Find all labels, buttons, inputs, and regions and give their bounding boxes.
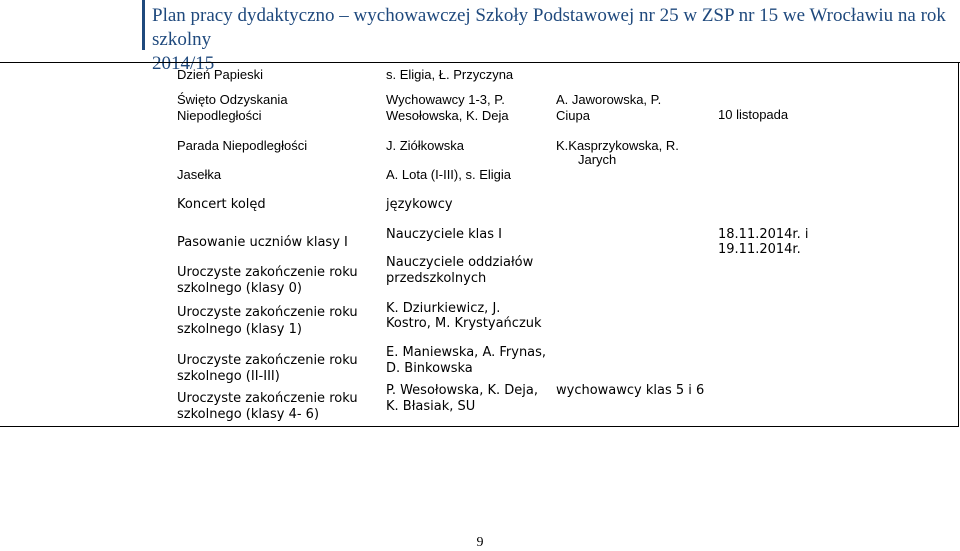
date-cell: 10 listopada xyxy=(718,107,789,122)
event-cell: Uroczyste zakończenie roku xyxy=(177,391,358,406)
responsible-cell: s. Eligia, Ł. Przyczyna xyxy=(386,67,514,82)
responsible-cell: K. Błasiak, SU xyxy=(386,399,476,414)
responsible-cell: A. Lota (I-III), s. Eligia xyxy=(386,167,511,182)
responsible-cell: językowcy xyxy=(386,197,453,212)
coordinator-cell: Ciupa xyxy=(556,108,590,123)
responsible-cell: Nauczyciele klas I xyxy=(386,227,502,242)
event-cell: Koncert kolęd xyxy=(177,197,266,212)
responsible-cell: Kostro, M. Krystyańczuk xyxy=(386,316,542,331)
event-cell: Jasełka xyxy=(177,167,222,182)
event-cell: Niepodległości xyxy=(177,108,262,123)
date-cell: 19.11.2014r. xyxy=(718,242,801,257)
coordinator-cell: Jarych xyxy=(578,152,617,167)
responsible-cell: Wychowawcy 1-3, P. xyxy=(386,92,505,107)
responsible-cell: przedszkolnych xyxy=(386,271,487,286)
event-cell: szkolnego (II-III) xyxy=(177,369,280,384)
document-title-line-1: Plan pracy dydaktyczno – wychowawczej Szkoły Podstawowej nr 25 w ZSP nr 15 we Wrocławiu na rok szkolny xyxy=(152,5,946,50)
event-cell: Uroczyste zakończenie roku xyxy=(177,353,358,368)
event-cell: szkolnego (klasy 4- 6) xyxy=(177,407,320,422)
document-title-line-2: 2014/15 xyxy=(152,53,215,74)
event-cell: szkolnego (klasy 0) xyxy=(177,281,302,296)
responsible-cell: P. Wesołowska, K. Deja, xyxy=(386,383,538,398)
responsible-cell: D. Binkowska xyxy=(386,361,473,376)
date-cell: 18.11.2014r. i xyxy=(718,227,809,242)
coordinator-cell: wychowawcy klas 5 i 6 xyxy=(556,383,705,398)
event-cell: szkolnego (klasy 1) xyxy=(177,322,302,337)
responsible-cell: Nauczyciele oddziałów xyxy=(386,255,534,270)
page-number: 9 xyxy=(476,535,484,550)
coordinator-cell: K.Kasprzykowska, R. xyxy=(556,138,679,153)
coordinator-cell: A. Jaworowska, P. xyxy=(556,92,662,107)
responsible-cell: J. Ziółkowska xyxy=(386,138,465,153)
event-cell: Uroczyste zakończenie roku xyxy=(177,305,358,320)
responsible-cell: K. Dziurkiewicz, J. xyxy=(386,301,501,316)
responsible-cell: E. Maniewska, A. Frynas, xyxy=(386,345,547,360)
event-cell: Uroczyste zakończenie roku xyxy=(177,265,358,280)
event-cell: Parada Niepodległości xyxy=(177,138,308,153)
event-cell: Święto Odzyskania xyxy=(177,92,288,107)
event-cell: Dzień Papieski xyxy=(177,67,263,82)
event-cell: Pasowanie uczniów klasy I xyxy=(177,235,348,250)
responsible-cell: Wesołowska, K. Deja xyxy=(386,108,509,123)
